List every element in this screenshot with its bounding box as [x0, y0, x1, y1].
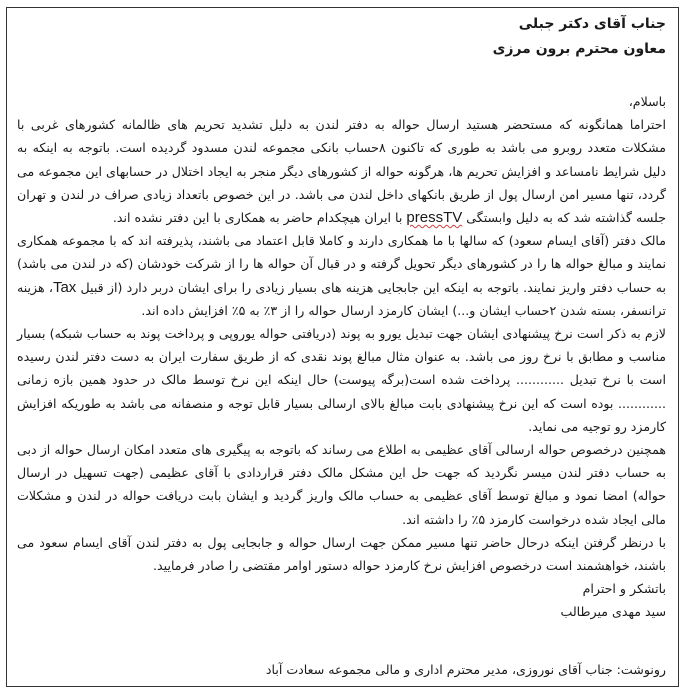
paragraph-2	[17, 229, 666, 322]
recipient-title: معاون محترم برون مرزی	[492, 41, 666, 57]
paragraph-2-text-after: ، هزینه ترانسفر، بسته شدن ۲حساب ایشان و...) ایشان کارمزد ارسال حواله را از ۳٪ به ۵٪ افزایش داده اند.	[17, 279, 666, 318]
paragraph-1	[17, 113, 666, 229]
paragraph-4: همچنین درخصوص حواله ارسالی آقای عظیمی به اطلاع می رساند که باتوجه به پیگیری های متعدد امکان ارسال حواله از دبی به حساب دفتر لندن میسر نگردید که جهت حل این مشکل مالک دفتر قراردادی با آقای عظیمی (جهت تسهیل در ارسال حواله) امضا نمود و مبالغ توسط آقای عظیمی به حساب مالک واریز گردید و ایشان بابت دریافت حواله در لندن و مشکلات مالی ایجاد شده درخواست کارمزد ۵٪ را داشته اند.	[17, 442, 666, 527]
recipient-name: جناب آقای دکتر جبلی	[518, 16, 666, 32]
paragraph-3: لازم به ذکر است نرخ پیشنهادی ایشان جهت تبدیل یورو به پوند (دریافتی حواله یوروپی و پرداخت پوند به حساب شبکه) بسیار مناسب و مطابق با نرخ روز می باشد. به عنوان مثال مبالغ پوند نقدی که از طریق سفارت ایران به دست دفتر لندن رسیده است با نرخ تبدیل ............ پرداخت شده است(برگه پیوست) حال اینکه این نرخ توسط مالک در حدود همین بازه زمانی ............ بوده است که این نرخ پیشنهادی بابت مبالغ بالای ارسالی بسیار قابل توجه و منصفانه می باشد به طوریکه افزایش کارمزد رو توجیه می نماید.	[17, 326, 666, 434]
signature: سید مهدی میرطالب	[560, 604, 666, 620]
paragraph-1-text-after: با ایران هیچکدام حاضر به همکاری با این دفتر نشده اند.	[112, 210, 403, 226]
greeting: باسلام،	[628, 94, 666, 109]
carbon-copy-line: رونوشت: جناب آقای نوروزی، مدیر محترم اداری و مالی مجموعه سعادت آباد	[265, 661, 666, 677]
letter-body	[17, 12, 666, 681]
paragraph-5: با درنظر گرفتن اینکه درحال حاضر تنها مسیر ممکن جهت ارسال حواله و جابجایی پول به دفتر لندن آقای ایسام سعود می باشند، خواهشمند است درخصوص افزایش نرخ کارمزد حواله دستور اوامر مقتضی را صادر فرمایید.	[17, 534, 666, 574]
closing-line: باتشکر و احترام	[582, 581, 666, 597]
tax-label: Tax	[52, 278, 77, 296]
presstv-brand-text: pressTV	[406, 209, 463, 227]
paragraph-2-text-before: مالک دفتر (آقای ایسام سعود) که سالها با ما همکاری دارند و کاملا قابل اعتماد می باشند، پذیرفته اند که با مجموعه همکاری نمایند و مبالغ حواله ها را در کشورهای دیگر تحویل گرفته و در قبال آن حواله ها را از شرکت خودشان (که در لندن می باشد) به حساب دفتر واریز نمایند. باتوجه به اینکه این جابجایی هزینه های بسیار زیادی را برای ایشان دربر دارد (از قبیل	[17, 233, 666, 295]
paragraph-1-text-before: احتراما همانگونه که مستحضر هستید ارسال حواله به دفتر لندن به دلیل تشدید تحریم های ظالمانه کشورهای غربی با مشکلات متعدد روبرو می باشد به طوری که تاکنون ۸حساب بانکی مجموعه لندن مسدود گردیده است. باتوجه به اینکه به دلیل شرایط نامساعد و افزایش تحریم ها، هرگونه حواله از کشورهای دیگر منجر به ایجاد اختلال در حسابهای این مجموعه می گردد، تنها مسیر امن ارسال پول از طریق بانکهای داخل لندن می باشد. در این خصوص باتعداد زیادی صراف در لندن و تهران جلسه گذاشته شد که به دلیل وابستگی	[17, 117, 666, 226]
document-frame	[6, 7, 679, 687]
